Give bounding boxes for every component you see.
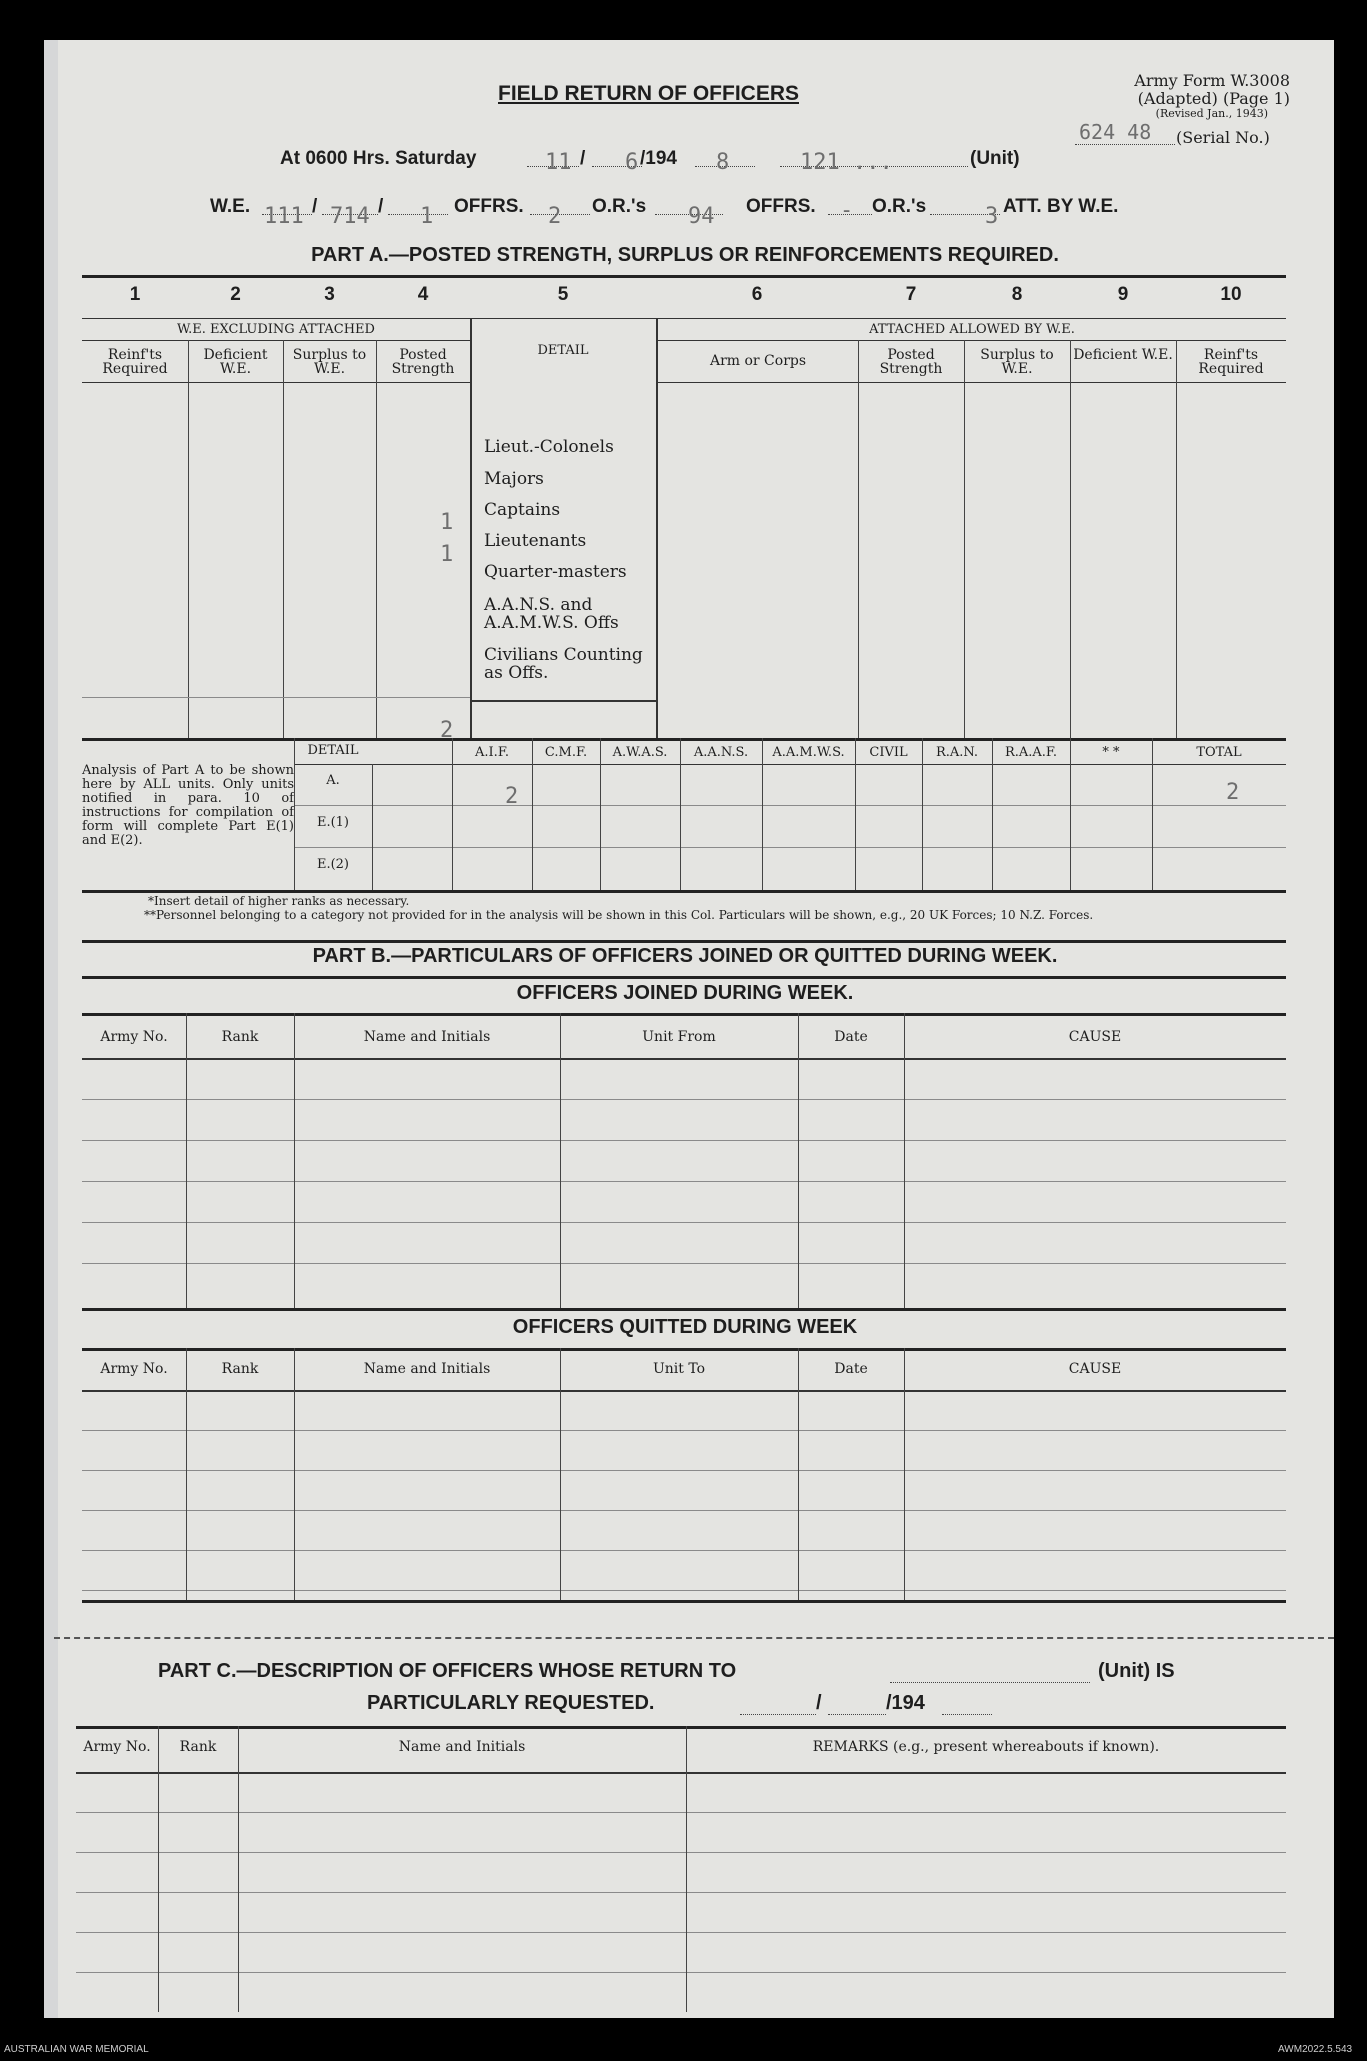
quitted-header-5: Date	[834, 1361, 868, 1377]
joined-header-1: Army No.	[100, 1029, 168, 1045]
column-number-7: 7	[905, 284, 917, 305]
analysis-col-8: R.A.A.F.	[1004, 745, 1058, 760]
analysis-col-10: TOTAL	[1196, 745, 1242, 760]
analysis-detail-header: DETAIL	[307, 743, 359, 758]
column-number-5: 5	[557, 284, 569, 305]
analysis-aif-value: 2	[505, 784, 519, 809]
joined-title: OFFICERS JOINED DURING WEEK.	[516, 982, 854, 1004]
rank-5: Quarter-masters	[484, 562, 627, 582]
analysis-row-1: A.	[326, 773, 340, 788]
quitted-header-4: Unit To	[652, 1361, 706, 1377]
quitted-row[interactable]	[82, 1510, 1286, 1550]
quitted-header-3: Name and Initials	[363, 1361, 491, 1377]
we-label: W.E.	[210, 196, 251, 217]
offrs-label: OFFRS.	[454, 196, 524, 217]
analysis-col-2: C.M.F.	[544, 745, 588, 760]
quitted-header-2: Rank	[221, 1361, 259, 1377]
quitted-header-1: Army No.	[100, 1361, 168, 1377]
rank-3: Captains	[484, 500, 561, 520]
we-value-1: 111	[264, 204, 304, 229]
posted-qm-value: 1	[440, 542, 454, 567]
column-number-6: 6	[751, 284, 763, 305]
part-c-row[interactable]	[76, 1812, 1286, 1852]
quitted-title: OFFICERS QUITTED DURING WEEK	[512, 1316, 858, 1338]
column-number-9: 9	[1117, 284, 1129, 305]
part-c-header-3: Name and Initials	[398, 1739, 526, 1755]
analysis-col-4: A.A.N.S.	[693, 745, 749, 760]
rank-2: Majors	[484, 469, 544, 489]
joined-row[interactable]	[82, 1099, 1286, 1140]
analysis-col-7: R.A.N.	[935, 745, 979, 760]
we-value-3: 1	[420, 204, 434, 229]
ors-label: O.R.'s	[592, 196, 647, 217]
att-by-we-label: ATT. BY W.E.	[1003, 196, 1119, 217]
joined-header-4: Unit From	[642, 1029, 716, 1045]
ors-value: 94	[688, 204, 715, 229]
posted-total-value: 2	[440, 718, 454, 743]
we-value-2: 714	[330, 204, 370, 229]
joined-row[interactable]	[82, 1058, 1286, 1099]
unit-value: 121 ...	[800, 150, 893, 175]
quitted-row[interactable]	[82, 1470, 1286, 1510]
part-c-row[interactable]	[76, 1852, 1286, 1892]
serial-label: (Serial No.)	[1176, 128, 1270, 147]
analysis-col-5: A.A.M.W.S.	[772, 745, 845, 760]
joined-header-6: CAUSE	[1068, 1029, 1122, 1045]
serial-value: 624 48	[1079, 120, 1152, 144]
right-header-1: Arm or Corps	[709, 353, 807, 369]
part-c-header-1: Army No.	[83, 1739, 151, 1755]
analysis-col-1: A.I.F.	[475, 745, 509, 760]
part-c-title-2: PARTICULARLY REQUESTED.	[367, 1692, 655, 1714]
year-prefix: /194	[640, 148, 677, 169]
column-number-2: 2	[230, 284, 241, 305]
analysis-col-9: * *	[1102, 745, 1120, 760]
day-value: 11	[545, 150, 572, 175]
rank-4: Lieutenants	[484, 531, 587, 551]
part-c-title-unit: (Unit) IS	[1098, 1660, 1175, 1682]
quitted-row[interactable]	[82, 1390, 1286, 1430]
part-c-title-1: PART C.—DESCRIPTION OF OFFICERS WHOSE RETURN TO	[158, 1660, 737, 1682]
joined-row[interactable]	[82, 1140, 1286, 1181]
offrs-value: 2	[548, 204, 562, 229]
analysis-col-3: A.W.A.S.	[612, 745, 668, 760]
attached-allowed-by-we: ATTACHED ALLOWED BY W.E.	[869, 322, 1075, 337]
column-number-1: 1	[129, 284, 141, 305]
column-number-8: 8	[1011, 284, 1023, 305]
form-adapted: (Adapted) (Page 1)	[1137, 89, 1290, 108]
ors2-value: 3	[985, 204, 999, 229]
right-header-2: Posted Strength	[879, 347, 943, 377]
part-c-row[interactable]	[76, 1892, 1286, 1932]
tear-line	[54, 1637, 1334, 1639]
we-field-3[interactable]	[388, 214, 448, 215]
rank-7: Civilians Counting as Offs.	[484, 645, 643, 683]
rank-6: A.A.N.S. and A.A.M.W.S. Offs	[484, 595, 619, 633]
column-number-10: 10	[1220, 284, 1242, 305]
paper-edge	[44, 40, 58, 2018]
offrs2-value: -	[840, 198, 854, 223]
part-c-header-2: Rank	[179, 1739, 217, 1755]
joined-header-3: Name and Initials	[363, 1029, 491, 1045]
posted-lt-value: 1	[440, 510, 454, 535]
unit-label: (Unit)	[970, 148, 1020, 169]
analysis-col-6: CIVIL	[869, 745, 908, 760]
column-number-4: 4	[417, 284, 429, 305]
joined-row[interactable]	[82, 1181, 1286, 1222]
joined-header-2: Rank	[221, 1029, 259, 1045]
offrs2-label: OFFRS.	[746, 196, 816, 217]
we-excluding-attached: W.E. EXCLUDING ATTACHED	[177, 322, 375, 337]
quitted-row[interactable]	[82, 1550, 1286, 1590]
quitted-row[interactable]	[82, 1430, 1286, 1470]
form-number: Army Form W.3008	[1134, 71, 1290, 90]
left-header-3: Surplus to W.E.	[292, 347, 367, 377]
part-c-row[interactable]	[76, 1932, 1286, 1972]
form-number-block	[1080, 72, 1290, 120]
part-c-header-4: REMARKS (e.g., present whereabouts if known).	[812, 1739, 1160, 1755]
left-header-4: Posted Strength	[391, 347, 455, 377]
footnote-1: *Insert detail of higher ranks as necessary.	[148, 894, 410, 908]
footnote-2: **Personnel belonging to a category not provided for in the analysis will be shown in this Col. Particulars will be shown, e.g., 20 UK Forces; 10 N.Z. Forces.	[144, 908, 1094, 922]
rank-1: Lieut.-Colonels	[484, 437, 614, 457]
analysis-note: Analysis of Part A to be shown here by ALL units. Only units notified in para. 10 of instructions for compilation of form will complete Part E(1) and E(2).	[82, 763, 294, 848]
part-c-year-field[interactable]	[942, 1714, 992, 1715]
at-hours-label: At 0600 Hrs. Saturday	[280, 148, 477, 169]
form-revised: (Revised Jan., 1943)	[1155, 107, 1268, 120]
month-value: 6	[625, 150, 639, 175]
footer-institution: AUSTRALIAN WAR MEMORIAL	[4, 2044, 149, 2055]
part-a-title: PART A.—POSTED STRENGTH, SURPLUS OR REINFORCEMENTS REQUIRED.	[311, 244, 1059, 266]
joined-header-5: Date	[834, 1029, 868, 1045]
part-c-year-prefix: /194	[886, 1692, 925, 1714]
analysis-row-3: E.(2)	[316, 857, 350, 872]
part-c-month-field[interactable]	[828, 1714, 886, 1715]
part-b-title: PART B.—PARTICULARS OF OFFICERS JOINED OR QUITTED DURING WEEK.	[312, 945, 1058, 967]
right-header-4: Deficient W.E.	[1073, 347, 1173, 363]
column-number-3: 3	[324, 284, 335, 305]
serial-field[interactable]	[1075, 120, 1175, 145]
right-header-3: Surplus to W.E.	[980, 347, 1054, 377]
analysis-total-value: 2	[1226, 780, 1240, 805]
part-c-row[interactable]	[76, 1772, 1286, 1812]
part-c-unit-field[interactable]	[890, 1682, 1090, 1683]
right-header-5: Reinf'ts Required	[1198, 347, 1264, 377]
left-header-1: Reinf'ts Required	[102, 347, 168, 377]
analysis-row-2: E.(1)	[316, 815, 350, 830]
part-c-day-field[interactable]	[740, 1714, 816, 1715]
detail-header: DETAIL	[537, 343, 589, 358]
form-title: FIELD RETURN OF OFFICERS	[498, 82, 799, 105]
quitted-header-6: CAUSE	[1068, 1361, 1122, 1377]
left-header-2: Deficient W.E.	[203, 347, 268, 377]
year-digit: 8	[716, 150, 730, 175]
joined-row[interactable]	[82, 1222, 1286, 1263]
footer-reference: AWM2022.5.543	[1278, 2044, 1353, 2055]
ors2-label: O.R.'s	[872, 196, 927, 217]
